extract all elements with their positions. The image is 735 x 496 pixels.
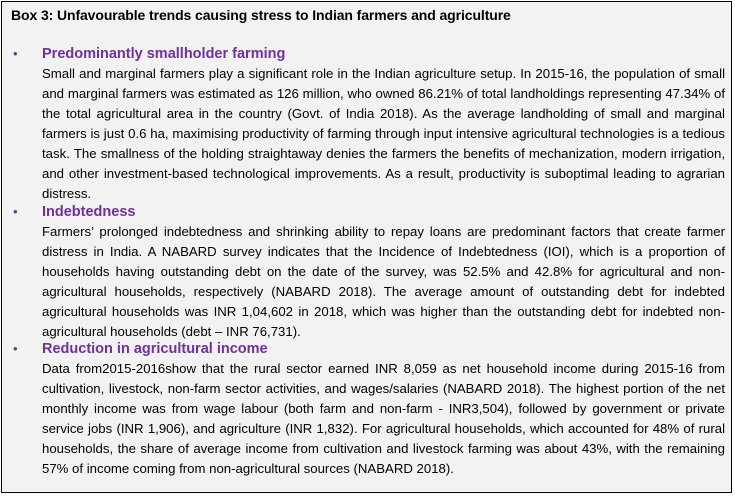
section-heading: Reduction in agricultural income xyxy=(42,341,268,357)
section-paragraph: Data from2015-2016show that the rural sector earned INR 8,059 as net household income during 2015-16 from cultivation, livestock, non-farm sector activities, and wages/salaries (NABARD 2018). The highest portion of the net monthly income was from wage labour (both farm and non-farm - INR3,504), followed by government or private service jobs (INR 1,906), and agriculture (INR 1,832). For agricultural households, which accounted for 48% of rural households, the share of average income from cultivation and livestock farming was about 43%, with the remaining 57% of income coming from non-agricultural sources (NABARD 2018). xyxy=(42,361,725,476)
bullet-icon: • xyxy=(13,46,18,61)
bullet-icon: • xyxy=(13,204,18,219)
section-paragraph: Farmers’ prolonged indebtedness and shrinking ability to repay loans are predominant factors that create farmer distress in India. A NABARD survey indicates that the Incidence of Indebtedness (IOI), which is a proportion of households having outstanding debt on the date of the survey, was 52.5% and 42.8% for agricultural and non-agricultural households, respectively (NABARD 2018). The average amount of outstanding debt for indebted agricultural households was INR 1,04,602 in 2018, which was higher than the outstanding debt for indebted non-agricultural households (debt – INR 76,731). xyxy=(42,224,725,339)
section-paragraph: Small and marginal farmers play a significant role in the Indian agriculture setup. In 2015-16, the population of small and marginal farmers was estimated as 126 million, who owned 86.21% of total landholdings representing 47.34% of the total agricultural area in the country (Govt. of India 2018). As the average landholding of small and marginal farmers is just 0.6 ha, maximising productivity of farming through input intensive agricultural technologies is a tedious task. The smallness of the holding straightaway denies the farmers the benefits of mechanization, modern irrigation, and other investment-based technological improvements. As a result, productivity is suboptimal leading to agrarian distress. xyxy=(42,66,725,201)
section-heading: Predominantly smallholder farming xyxy=(42,46,286,62)
text-box xyxy=(1,1,732,493)
bullet-icon: • xyxy=(13,341,18,356)
box-title: Box 3: Unfavourable trends causing stress to Indian farmers and agriculture xyxy=(11,7,511,23)
section-heading: Indebtedness xyxy=(42,204,136,220)
